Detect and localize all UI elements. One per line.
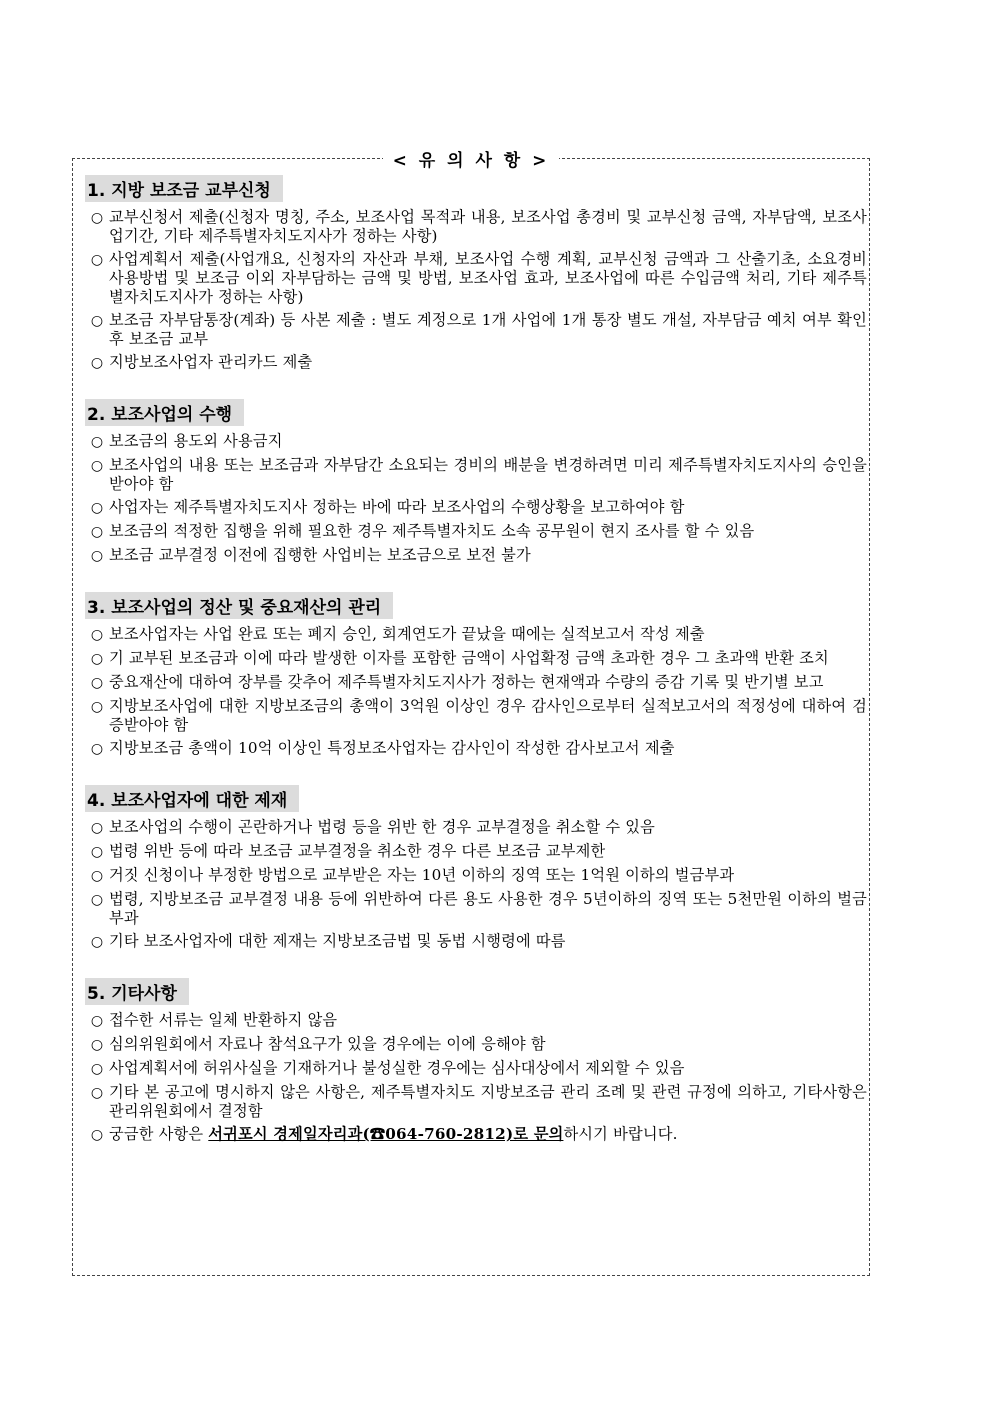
bullet-icon: ○ (90, 892, 104, 908)
item-text: 교부신청서 제출(신청자 명칭, 주소, 보조사업 목적과 내용, 보조사업 총경비 및 교부신청 금액, 자부담액, 보조사업기간, 기타 제주특별자치도지사가 정하는 사항) (109, 208, 867, 245)
bullet-icon: ○ (90, 1037, 104, 1053)
contact-info: 서귀포시 경제일자리과(☎064-760-2812)로 문의 (208, 1125, 564, 1143)
item-text: 보조사업의 수행이 곤란하거나 법령 등을 위반 한 경우 교부결정을 취소할 수 있음 (109, 818, 656, 836)
list-item (85, 546, 867, 566)
list-item (85, 818, 867, 838)
item-text: 보조금의 적정한 집행을 위해 필요한 경우 제주특별자치도 소속 공무원이 현지 조사를 할 수 있음 (109, 522, 755, 540)
item-text: 법령, 지방보조금 교부결정 내용 등에 위반하여 다른 용도 사용한 경우 5년이하의 징역 또는 5천만원 이하의 벌금 부과 (109, 890, 867, 927)
list-item (85, 1059, 867, 1079)
item-text: 기타 보조사업자에 대한 제재는 지방보조금법 및 동법 시행령에 따름 (109, 932, 566, 950)
section-heading: 4. 보조사업자에 대한 제재 (85, 785, 299, 812)
list-item (85, 1035, 867, 1055)
list-item (85, 890, 867, 928)
list-item (85, 842, 867, 862)
list-item (85, 311, 867, 349)
list-item (85, 353, 867, 373)
item-text: 보조사업의 내용 또는 보조금과 자부담간 소요되는 경비의 배분을 변경하려면 미리 제주특별자치도지사의 승인을 받아야 함 (109, 456, 867, 493)
item-text (109, 1125, 867, 1145)
bullet-icon: ○ (90, 627, 104, 643)
item-text: 사업계획서 제출(사업개요, 신청자의 자산과 부채, 보조사업 수행 계획, 교부신청 금액과 그 산출기초, 소요경비 사용방법 및 보조금 이외 자부담하는 금액 및 방법, 보조사업 효과, 보조사업에 따른 수입금액 처리, 기타 제주특별자치도지사가 정하는 사항) (109, 250, 867, 306)
list-item (85, 649, 867, 669)
section-2 (85, 399, 867, 566)
list-item (85, 697, 867, 735)
bullet-icon: ○ (90, 1127, 104, 1143)
notice-title-wrap (73, 146, 869, 171)
item-text: 심의위원회에서 자료나 참석요구가 있을 경우에는 이에 응해야 함 (109, 1035, 546, 1053)
section-heading: 1. 지방 보조금 교부신청 (85, 175, 283, 202)
item-text: 접수한 서류는 일체 반환하지 않음 (109, 1011, 338, 1029)
list-item (85, 866, 867, 886)
list-item (85, 673, 867, 693)
item-text: 법령 위반 등에 따라 보조금 교부결정을 취소한 경우 다른 보조금 교부제한 (109, 842, 606, 860)
notice-title: < 유 의 사 항 > (383, 151, 560, 171)
item-text: 기 교부된 보조금과 이에 따라 발생한 이자를 포함한 금액이 사업확정 금액 초과한 경우 그 초과액 반환 조치 (109, 649, 829, 667)
list-item (85, 432, 867, 452)
item-text: 보조금의 용도외 사용금지 (109, 432, 283, 450)
list-item (85, 1083, 867, 1121)
list-item (85, 498, 867, 518)
bullet-icon: ○ (90, 699, 104, 715)
bullet-icon: ○ (90, 524, 104, 540)
item-text: 지방보조사업자 관리카드 제출 (109, 353, 313, 371)
item-text: 보조금 교부결정 이전에 집행한 사업비는 보조금으로 보전 불가 (109, 546, 531, 564)
bullet-icon: ○ (90, 500, 104, 516)
item-text: 지방보조금 총액이 10억 이상인 특정보조사업자는 감사인이 작성한 감사보고서 제출 (109, 739, 675, 757)
list-item (85, 456, 867, 494)
item-text: 보조사업자는 사업 완료 또는 폐지 승인, 회계연도가 끝났을 때에는 실적보고서 작성 제출 (109, 625, 705, 643)
list-item (85, 250, 867, 307)
item-text: 지방보조사업에 대한 지방보조금의 총액이 3억원 이상인 경우 감사인으로부터 실적보고서의 적정성에 대하여 검증받아야 함 (109, 697, 867, 734)
section-heading: 3. 보조사업의 정산 및 중요재산의 관리 (85, 592, 393, 619)
item-text-after: 하시기 바랍니다. (563, 1125, 678, 1143)
bullet-icon: ○ (90, 844, 104, 860)
bullet-icon: ○ (90, 548, 104, 564)
list-item (85, 208, 867, 246)
section-heading: 5. 기타사항 (85, 978, 189, 1005)
item-text: 거짓 신청이나 부정한 방법으로 교부받은 자는 10년 이하의 징역 또는 1억원 이하의 벌금부과 (109, 866, 735, 884)
bullet-icon: ○ (90, 868, 104, 884)
bullet-icon: ○ (90, 741, 104, 757)
bullet-icon: ○ (90, 210, 104, 226)
bullet-icon: ○ (90, 1061, 104, 1077)
list-item (85, 1125, 867, 1145)
section-1 (85, 175, 867, 373)
section-heading: 2. 보조사업의 수행 (85, 399, 244, 426)
item-text: 중요재산에 대하여 장부를 갖추어 제주특별자치도지사가 정하는 현재액과 수량의 증감 기록 및 반기별 보고 (109, 673, 824, 691)
bullet-icon: ○ (90, 355, 104, 371)
list-item (85, 739, 867, 759)
notice-box (72, 151, 870, 1276)
bullet-icon: ○ (90, 313, 104, 329)
bullet-icon: ○ (90, 934, 104, 950)
list-item (85, 1011, 867, 1031)
bullet-icon: ○ (90, 458, 104, 474)
bullet-icon: ○ (90, 651, 104, 667)
bullet-icon: ○ (90, 1085, 104, 1101)
section-5 (85, 978, 867, 1145)
bullet-icon: ○ (90, 675, 104, 691)
item-text: 사업자는 제주특별자치도지사 정하는 바에 따라 보조사업의 수행상황을 보고하여야 함 (109, 498, 685, 516)
list-item (85, 625, 867, 645)
item-text-before: 궁금한 사항은 (109, 1125, 209, 1143)
item-text: 사업계획서에 허위사실을 기재하거나 불성실한 경우에는 심사대상에서 제외할 수 있음 (109, 1059, 685, 1077)
bullet-icon: ○ (90, 434, 104, 450)
list-item (85, 522, 867, 542)
bullet-icon: ○ (90, 1013, 104, 1029)
section-3 (85, 592, 867, 759)
section-4 (85, 785, 867, 952)
item-text: 기타 본 공고에 명시하지 않은 사항은, 제주특별자치도 지방보조금 관리 조례 및 관련 규정에 의하고, 기타사항은 관리위원회에서 결정함 (109, 1083, 867, 1120)
list-item (85, 932, 867, 952)
bullet-icon: ○ (90, 820, 104, 836)
notice-content (85, 175, 867, 1171)
item-text: 보조금 자부담통장(계좌) 등 사본 제출 : 별도 계정으로 1개 사업에 1개 통장 별도 개설, 자부담금 예치 여부 확인 후 보조금 교부 (109, 311, 867, 348)
bullet-icon: ○ (90, 252, 104, 268)
